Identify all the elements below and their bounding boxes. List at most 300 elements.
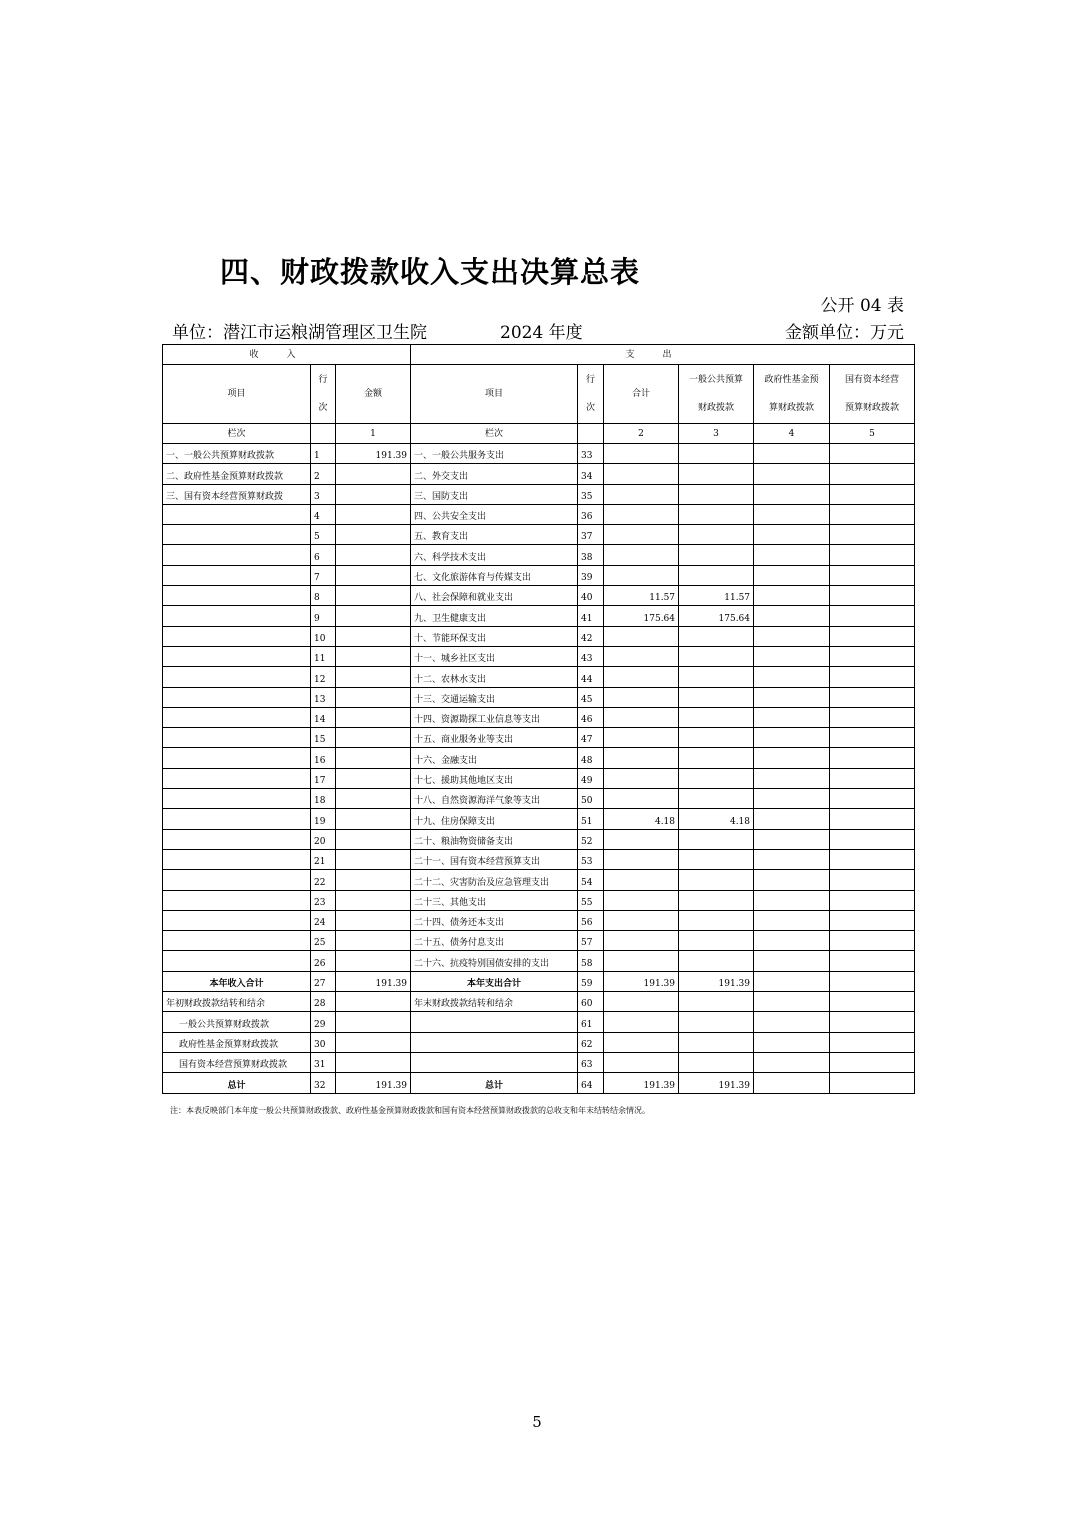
income-row-no: 21 [311,849,336,869]
expense-item: 十七、援助其他地区支出 [411,768,578,788]
expense-item: 七、文化旅游体育与传媒支出 [411,565,578,585]
general-budget-amount [679,667,754,687]
income-amount [336,951,411,971]
general-budget-amount: 191.39 [679,971,754,991]
col-1-label: 1 [336,424,411,444]
income-amount [336,931,411,951]
table-row [163,545,915,565]
income-row-no: 25 [311,931,336,951]
expense-item: 二十五、债务付息支出 [411,931,578,951]
general-budget-amount [679,1032,754,1052]
income-amount [336,748,411,768]
fund-budget-amount [754,890,830,910]
expense-row-no: 34 [578,464,604,484]
income-amount [336,890,411,910]
table-header-groups [163,345,915,365]
expense-row-no: 37 [578,525,604,545]
expense-item: 二十一、国有资本经营预算支出 [411,849,578,869]
income-row-no: 18 [311,789,336,809]
page-number: 5 [532,1413,542,1431]
general-budget-amount [679,829,754,849]
income-item-header: 项目 [163,365,311,424]
income-row-no: 16 [311,748,336,768]
income-amount: 191.39 [336,971,411,991]
expense-item: 十九、住房保障支出 [411,809,578,829]
expense-row-no: 38 [578,545,604,565]
col-4-label: 4 [754,424,830,444]
table-row [163,444,915,464]
table-row [163,565,915,585]
general-budget-amount [679,768,754,788]
expense-row-no: 56 [578,910,604,930]
fund-budget-amount [754,809,830,829]
table-row [163,870,915,890]
general-budget-amount [679,504,754,524]
fund-budget-amount [754,545,830,565]
expense-total [604,626,679,646]
state-capital-amount [830,444,915,464]
income-row-no: 15 [311,728,336,748]
income-item [163,728,311,748]
fund-budget-amount [754,748,830,768]
expense-item: 一、一般公共服务支出 [411,444,578,464]
state-capital-amount [830,809,915,829]
income-row-no: 3 [311,484,336,504]
table-row [163,789,915,809]
income-group-header: 收入 [163,345,411,365]
income-row-no: 8 [311,586,336,606]
general-budget-amount [679,728,754,748]
state-capital-amount [830,565,915,585]
state-capital-amount [830,971,915,991]
expense-row-no: 58 [578,951,604,971]
expense-total [604,646,679,666]
expense-item: 八、社会保障和就业支出 [411,586,578,606]
expense-item: 十二、农林水支出 [411,667,578,687]
income-item [163,951,311,971]
general-budget-amount [679,849,754,869]
general-budget-amount [679,444,754,464]
expense-total [604,484,679,504]
general-budget-amount: 11.57 [679,586,754,606]
state-capital-amount [830,931,915,951]
table-row [163,586,915,606]
general-budget-amount [679,931,754,951]
income-amount [336,687,411,707]
expense-item: 本年支出合计 [411,971,578,991]
table-header-column-numbers [163,424,915,444]
year-total-row [163,971,915,991]
income-row-no: 31 [311,1052,336,1072]
fund-budget-amount [754,951,830,971]
income-row-no: 19 [311,809,336,829]
income-amount [336,789,411,809]
fund-budget-amount [754,484,830,504]
income-item [163,626,311,646]
income-item [163,768,311,788]
fund-budget-amount [754,1012,830,1032]
general-budget-amount [679,545,754,565]
fund-budget-amount [754,1073,830,1093]
table-row [163,748,915,768]
expense-total [604,992,679,1012]
general-budget-amount [679,525,754,545]
expense-total [604,1032,679,1052]
table-row [163,606,915,626]
expense-total [604,1052,679,1072]
expense-row-no: 49 [578,768,604,788]
fund-budget-amount [754,1052,830,1072]
state-capital-amount [830,1052,915,1072]
income-item [163,849,311,869]
state-capital-amount [830,687,915,707]
expense-row-no: 46 [578,707,604,727]
table-row [163,707,915,727]
state-capital-amount [830,606,915,626]
table-row [163,504,915,524]
expense-row-no: 63 [578,1052,604,1072]
col-2-label: 2 [604,424,679,444]
state-capital-amount [830,789,915,809]
expense-row-no: 43 [578,646,604,666]
table-row [163,464,915,484]
expense-item: 十四、资源勘探工业信息等支出 [411,707,578,727]
general-budget-amount [679,565,754,585]
expense-item: 二十六、抗疫特别国债安排的支出 [411,951,578,971]
expense-item: 十五、商业服务业等支出 [411,728,578,748]
income-item: 政府性基金预算财政拨款 [163,1032,311,1052]
general-budget-amount: 191.39 [679,1073,754,1093]
income-item [163,789,311,809]
col-5-label: 5 [830,424,915,444]
table-row [163,951,915,971]
expense-item: 六、科学技术支出 [411,545,578,565]
expense-row-no: 53 [578,849,604,869]
fund-budget-amount [754,646,830,666]
balance-row [163,992,915,1012]
income-item [163,586,311,606]
income-row-no: 32 [311,1073,336,1093]
income-amount [336,626,411,646]
form-number: 公开 04 表 [820,296,904,316]
income-row-no: 29 [311,1012,336,1032]
state-capital-amount [830,951,915,971]
expense-total [604,728,679,748]
state-capital-amount [830,586,915,606]
expense-total: 4.18 [604,809,679,829]
income-amount [336,1032,411,1052]
state-capital-amount [830,707,915,727]
income-row-no: 17 [311,768,336,788]
state-capital-amount [830,545,915,565]
income-row-no: 5 [311,525,336,545]
balance-row [163,1012,915,1032]
income-row-no: 22 [311,870,336,890]
expense-total: 191.39 [604,971,679,991]
fund-budget-amount [754,728,830,748]
income-amount [336,484,411,504]
income-amount [336,707,411,727]
expense-total-header: 合计 [604,365,679,424]
grand-total-row [163,1073,915,1093]
state-capital-amount [830,890,915,910]
table-row [163,910,915,930]
money-unit-label: 金额单位：万元 [785,323,904,343]
income-item: 三、国有资本经营预算财政拨 [163,484,311,504]
income-amount [336,870,411,890]
general-budget-amount [679,951,754,971]
table-row [163,829,915,849]
income-row-no: 7 [311,565,336,585]
expense-row-no: 39 [578,565,604,585]
expense-row-no: 51 [578,809,604,829]
expense-row-no-header: 行 次 [578,365,604,424]
expense-total [604,464,679,484]
state-capital-amount [830,504,915,524]
table-header-columns [163,365,915,424]
state-capital-amount [830,870,915,890]
expense-row-no: 36 [578,504,604,524]
expense-col-label: 栏次 [411,424,578,444]
general-budget-amount: 4.18 [679,809,754,829]
income-item [163,504,311,524]
fund-budget-amount [754,768,830,788]
expense-item: 十一、城乡社区支出 [411,646,578,666]
year-label: 2024 年度 [500,323,583,343]
state-capital-amount [830,667,915,687]
fund-budget-amount [754,565,830,585]
fund-budget-header: 政府性基金预 算财政拨款 [754,365,830,424]
income-item [163,910,311,930]
table-row [163,890,915,910]
table-row [163,809,915,829]
fund-budget-amount [754,525,830,545]
income-item [163,667,311,687]
income-row-no: 10 [311,626,336,646]
fund-budget-amount [754,1032,830,1052]
income-item: 二、政府性基金预算财政拨款 [163,464,311,484]
income-item [163,565,311,585]
income-row-no-header: 行 次 [311,365,336,424]
expense-total [604,525,679,545]
fund-budget-amount [754,687,830,707]
table-row [163,687,915,707]
expense-item: 十三、交通运输支出 [411,687,578,707]
expense-total [604,504,679,524]
income-row-no: 9 [311,606,336,626]
expense-item: 四、公共安全支出 [411,504,578,524]
state-capital-amount [830,525,915,545]
income-row-no: 28 [311,992,336,1012]
table-row [163,931,915,951]
state-capital-amount [830,1032,915,1052]
expense-row-no: 50 [578,789,604,809]
state-capital-amount [830,910,915,930]
income-amount [336,728,411,748]
fund-budget-amount [754,789,830,809]
unit-label: 单位：潜江市运粮湖管理区卫生院 [172,323,427,343]
expense-total [604,931,679,951]
income-amount [336,606,411,626]
state-capital-amount [830,646,915,666]
income-amount: 191.39 [336,1073,411,1093]
fund-budget-amount [754,707,830,727]
fund-budget-amount [754,504,830,524]
expense-row-no: 33 [578,444,604,464]
expense-row-no: 47 [578,728,604,748]
income-amount [336,849,411,869]
general-budget-amount: 175.64 [679,606,754,626]
expense-total [604,748,679,768]
income-row-no: 13 [311,687,336,707]
state-capital-amount [830,849,915,869]
table-row [163,626,915,646]
general-budget-amount [679,707,754,727]
general-budget-amount [679,992,754,1012]
balance-row [163,1052,915,1072]
expense-total [604,910,679,930]
income-row-no: 20 [311,829,336,849]
state-capital-amount [830,992,915,1012]
income-amount [336,809,411,829]
income-item [163,829,311,849]
expense-row-no: 42 [578,626,604,646]
income-row-no: 12 [311,667,336,687]
expense-item: 二、外交支出 [411,464,578,484]
expense-item: 十八、自然资源海洋气象等支出 [411,789,578,809]
income-amount [336,525,411,545]
state-capital-amount [830,626,915,646]
expense-row-no: 64 [578,1073,604,1093]
income-amount [336,910,411,930]
expense-row-no: 48 [578,748,604,768]
fund-budget-amount [754,586,830,606]
expense-row-no: 57 [578,931,604,951]
income-col-label: 栏次 [163,424,311,444]
expense-item [411,1032,578,1052]
income-item: 一般公共预算财政拨款 [163,1012,311,1032]
fund-budget-amount [754,829,830,849]
fund-budget-amount [754,849,830,869]
income-item [163,931,311,951]
income-item [163,748,311,768]
expense-total: 191.39 [604,1073,679,1093]
expense-total [604,707,679,727]
col-3-label: 3 [679,424,754,444]
income-item: 国有资本经营预算财政拨款 [163,1052,311,1072]
expense-row-no: 40 [578,586,604,606]
general-budget-amount [679,484,754,504]
general-budget-amount [679,890,754,910]
expense-total: 175.64 [604,606,679,626]
expense-row-no: 45 [578,687,604,707]
income-item [163,525,311,545]
income-item: 一、一般公共预算财政拨款 [163,444,311,464]
fund-budget-amount [754,992,830,1012]
income-row-no: 6 [311,545,336,565]
income-amount [336,646,411,666]
expense-item [411,1012,578,1032]
expense-total [604,444,679,464]
income-amount [336,1052,411,1072]
expense-row-no: 54 [578,870,604,890]
income-row-no: 2 [311,464,336,484]
expense-total [604,789,679,809]
income-amount [336,829,411,849]
fund-budget-amount [754,971,830,991]
income-row-no: 27 [311,971,336,991]
general-budget-amount [679,870,754,890]
expense-row-no: 62 [578,1032,604,1052]
expense-total [604,951,679,971]
expense-total [604,870,679,890]
general-budget-header: 一般公共预算 财政拨款 [679,365,754,424]
state-capital-amount [830,1073,915,1093]
expense-row-no: 35 [578,484,604,504]
expense-item: 三、国防支出 [411,484,578,504]
income-amount [336,586,411,606]
expense-total [604,890,679,910]
fund-budget-amount [754,870,830,890]
income-amount: 191.39 [336,444,411,464]
balance-row [163,1032,915,1052]
income-amount [336,464,411,484]
expense-total [604,1012,679,1032]
fund-budget-amount [754,667,830,687]
income-item [163,809,311,829]
general-budget-amount [679,748,754,768]
expense-row-no: 52 [578,829,604,849]
income-item: 年初财政拨款结转和结余 [163,992,311,1012]
expense-total [604,768,679,788]
general-budget-amount [679,1052,754,1072]
table-row [163,849,915,869]
expense-row-no: 55 [578,890,604,910]
expense-row-no: 59 [578,971,604,991]
expense-item: 二十三、其他支出 [411,890,578,910]
state-capital-amount [830,1012,915,1032]
fund-budget-amount [754,626,830,646]
table-row [163,484,915,504]
general-budget-amount [679,626,754,646]
fund-budget-amount [754,444,830,464]
fund-budget-amount [754,464,830,484]
income-amount-header: 金额 [336,365,411,424]
table-row [163,728,915,748]
table-row [163,525,915,545]
expense-total [604,829,679,849]
expense-total [604,849,679,869]
expense-group-header: 支出 [411,345,915,365]
budget-summary-table [162,344,915,1094]
expense-row-no: 44 [578,667,604,687]
general-budget-amount [679,646,754,666]
income-item [163,687,311,707]
table-row [163,646,915,666]
state-capital-header: 国有资本经营 预算财政拨款 [830,365,915,424]
state-capital-amount [830,768,915,788]
general-budget-amount [679,1012,754,1032]
expense-total: 11.57 [604,586,679,606]
fund-budget-amount [754,910,830,930]
income-amount [336,667,411,687]
income-item [163,707,311,727]
general-budget-amount [679,910,754,930]
income-item [163,870,311,890]
expense-item: 十、节能环保支出 [411,626,578,646]
expense-row-no: 60 [578,992,604,1012]
expense-total [604,687,679,707]
